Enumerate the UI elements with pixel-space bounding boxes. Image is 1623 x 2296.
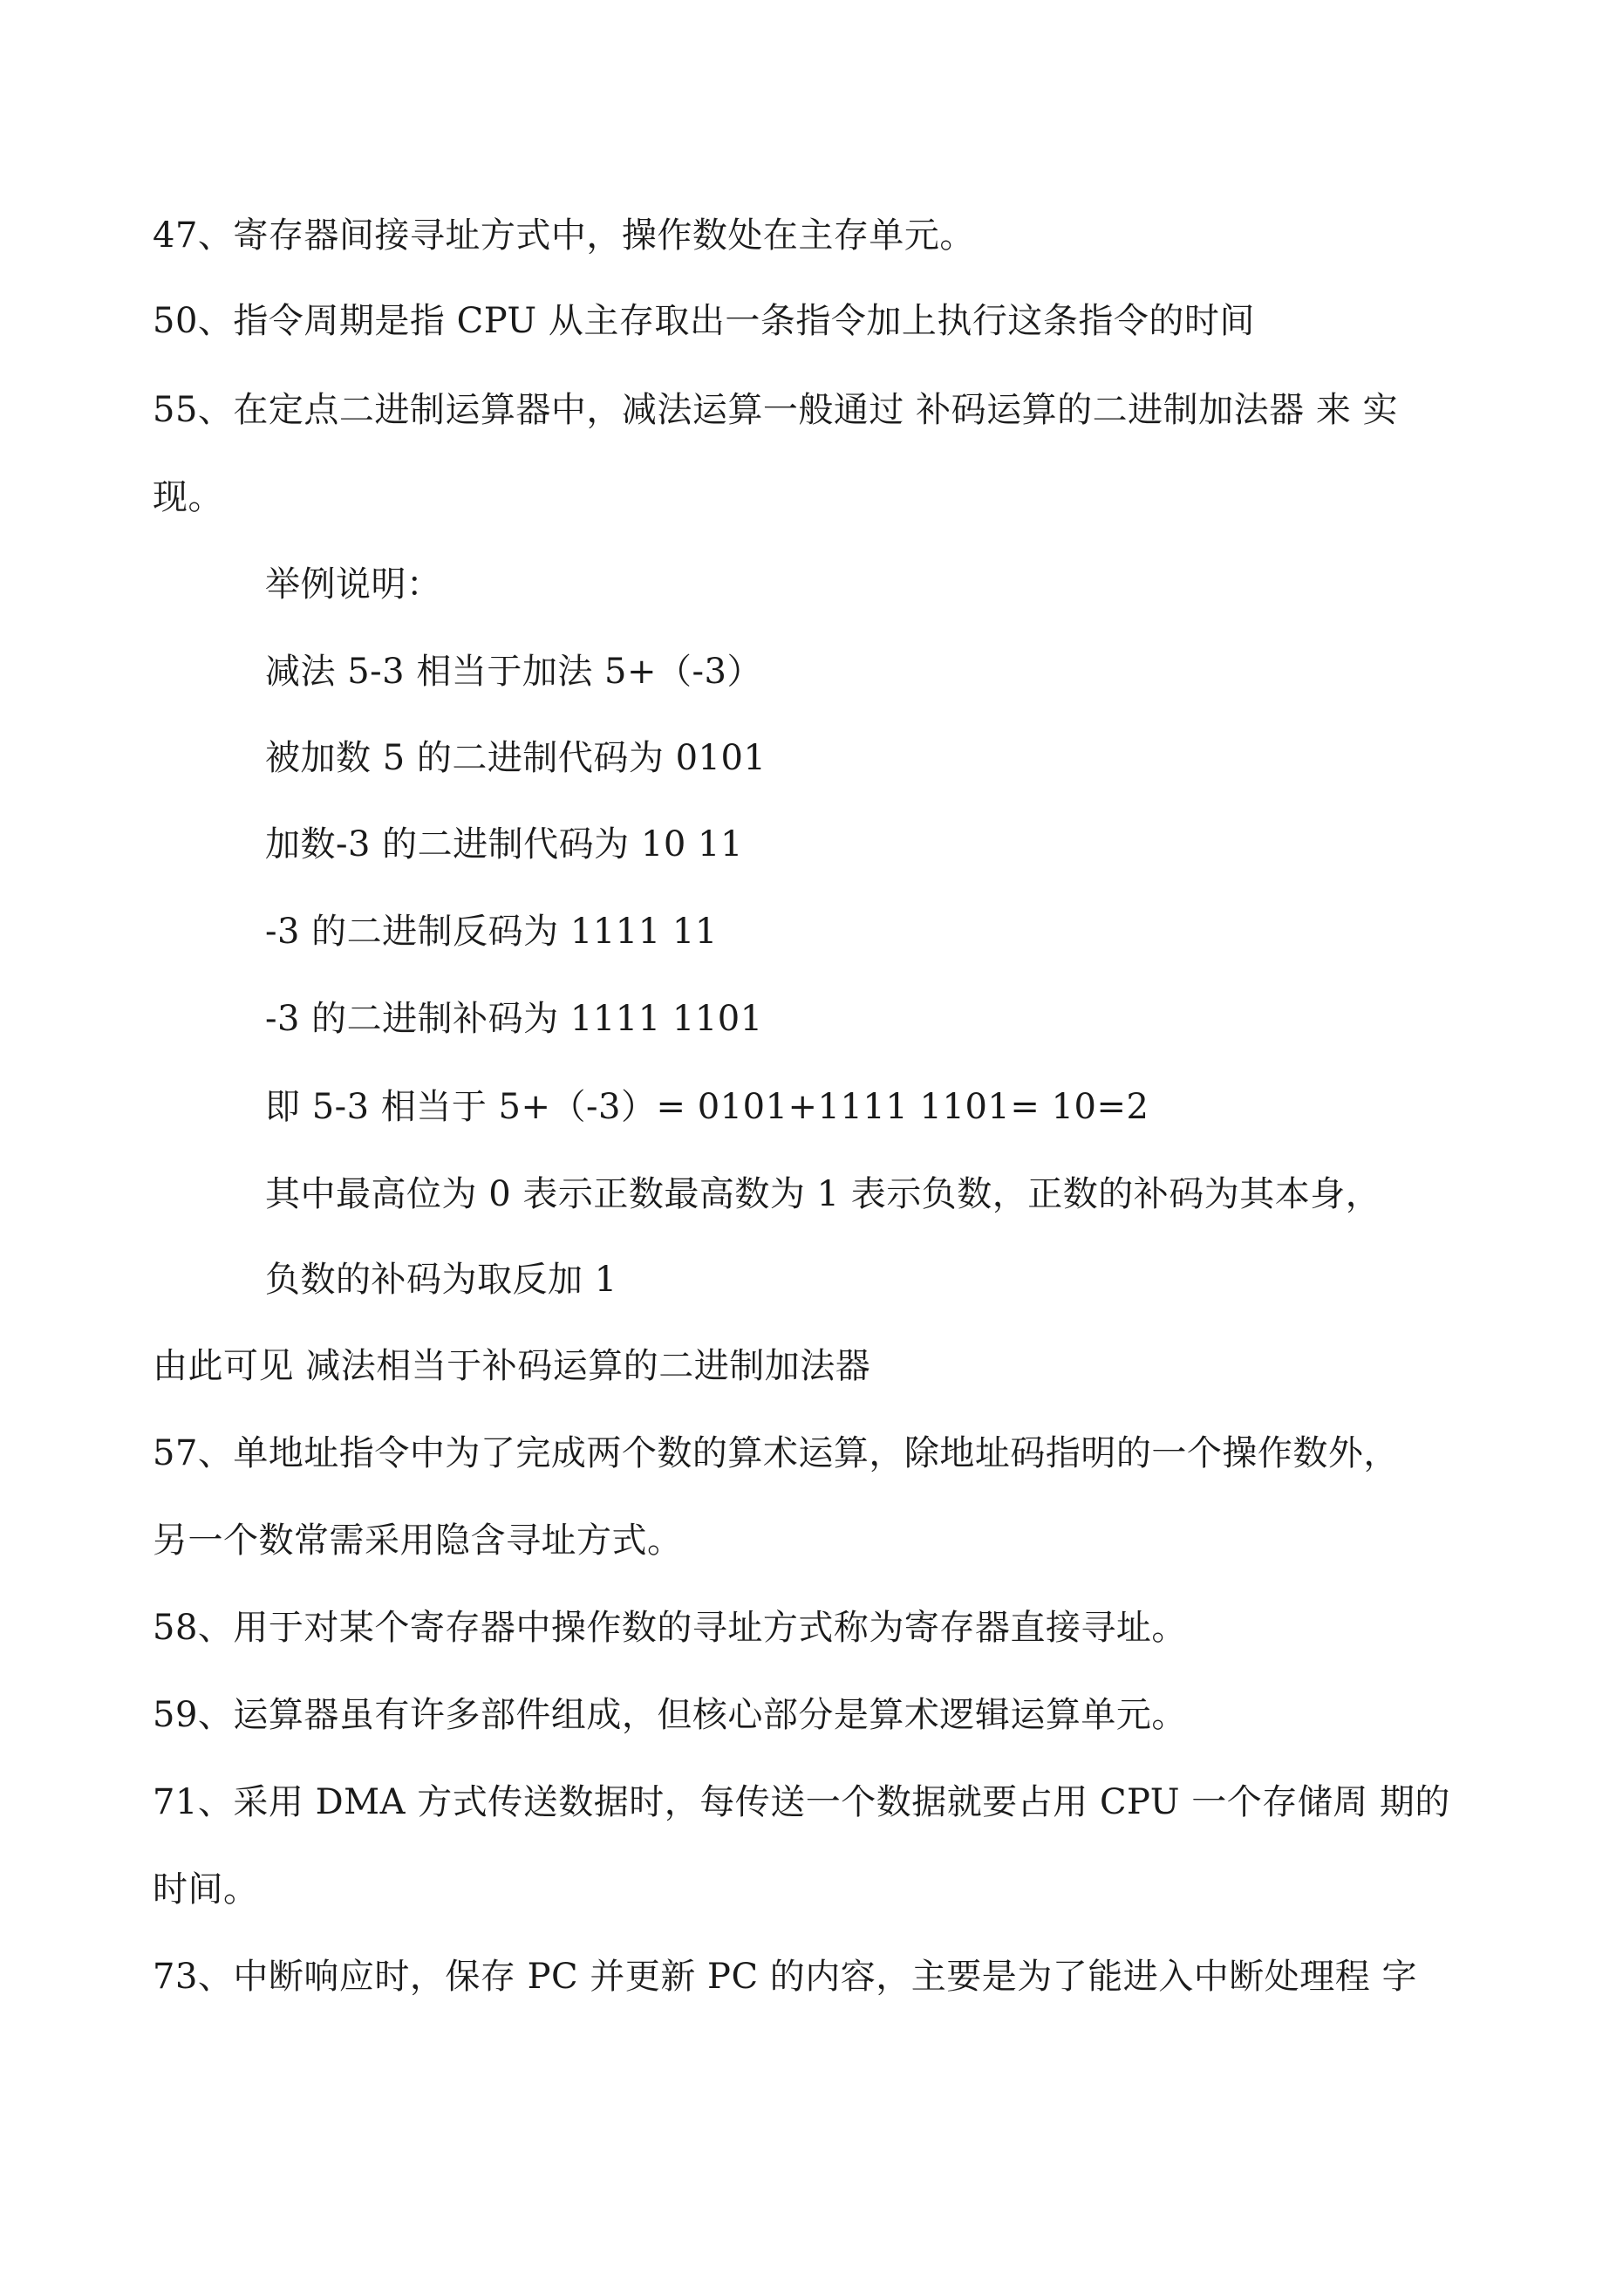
- statement-57: 57、单地址指令中为了完成两个数的算术运算，除地址码指明的一个操作数外，: [153, 1433, 1399, 1473]
- statement-47: 47、寄存器间接寻址方式中，操作数处在主存单元。: [153, 215, 975, 256]
- example-line: 加数-3 的二进制代码为 10 11: [265, 824, 743, 864]
- statement-55-continued: 现。: [153, 477, 223, 517]
- example-line: -3 的二进制反码为 1111 11: [265, 912, 718, 952]
- statement-59: 59、运算器虽有许多部件组成，但核心部分是算术逻辑运算单元。: [153, 1695, 1187, 1735]
- example-line: 即 5-3 相当于 5+（-3）= 0101+1111 1101= 10=2: [265, 1087, 1149, 1127]
- statement-73: 73、中断响应时，保存 PC 并更新 PC 的内容，主要是为了能进入中断处理程 字: [153, 1957, 1418, 1997]
- statement-58: 58、用于对某个寄存器中操作数的寻址方式称为寄存器直接寻址。: [153, 1608, 1187, 1648]
- example-line: -3 的二进制补码为 1111 1101: [265, 999, 763, 1039]
- example-heading: 举例说明：: [265, 564, 442, 605]
- statement-50: 50、指令周期是指 CPU 从主存取出一条指令加上执行这条指令的时间: [153, 301, 1255, 341]
- statement-55: 55、在定点二进制运算器中，减法运算一般通过 补码运算的二进制加法器 来 实: [153, 390, 1399, 430]
- statement-57-continued: 另一个数常需采用隐含寻址方式。: [153, 1520, 683, 1561]
- example-line: 其中最高位为 0 表示正数最高数为 1 表示负数，正数的补码为其本身，: [265, 1174, 1381, 1214]
- conclusion-line: 由此可见 减法相当于补码运算的二进制加法器: [153, 1346, 871, 1386]
- example-line: 负数的补码为取反加 1: [265, 1260, 617, 1300]
- statement-71-continued: 时间。: [153, 1869, 259, 1910]
- example-line: 被加数 5 的二进制代码为 0101: [265, 738, 767, 778]
- example-line: 减法 5-3 相当于加法 5+（-3）: [265, 652, 762, 692]
- statement-71: 71、采用 DMA 方式传送数据时，每传送一个数据就要占用 CPU 一个存储周 期的: [153, 1782, 1450, 1822]
